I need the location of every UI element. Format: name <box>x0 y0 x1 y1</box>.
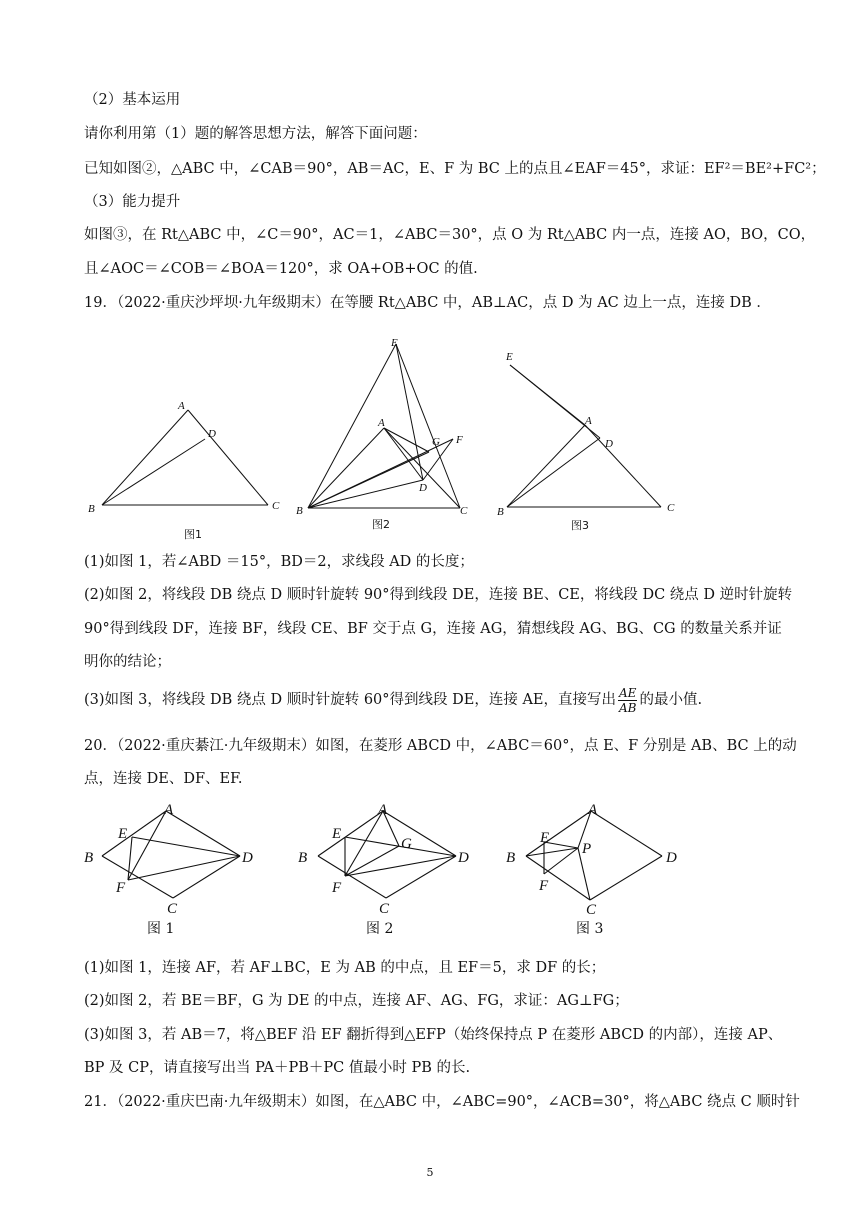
label-C: C <box>272 500 280 512</box>
text-segment: 的最小值. <box>639 692 703 708</box>
figure-caption: 图2 <box>372 518 390 531</box>
label-E: E <box>391 337 398 349</box>
label-A: A <box>585 415 592 427</box>
label-D: D <box>458 850 469 866</box>
figure-caption: 图3 <box>571 519 589 532</box>
label-C: C <box>167 901 178 917</box>
label-E: E <box>118 826 128 842</box>
text-line: (1)如图 1，若∠ABD ＝15°，BD＝2，求线段 AD 的长度； <box>84 554 474 570</box>
figure-caption: 图 1 <box>147 921 175 937</box>
question-20: 20．（2022·重庆綦江·九年级期末）如图，在菱形 ABCD 中，∠ABC＝60°，点 E、F 分别是 AB、BC 上的动 <box>84 738 797 754</box>
geometry-diagram <box>502 800 692 945</box>
question-19: 19．（2022·重庆沙坪坝·九年级期末）在等腰 Rt△ABC 中，AB⊥AC，点 D 为 AC 边上一点，连接 DB ． <box>84 295 771 311</box>
label-F: F <box>332 880 342 896</box>
question-21: 21．（2022·重庆巴南·九年级期末）如图，在△ABC 中，∠ABC=90°，∠ACB=30°，将△ABC 绕点 C 顺时针 <box>84 1094 800 1110</box>
label-F: F <box>116 880 126 896</box>
label-G: G <box>401 836 412 852</box>
text-line: 且∠AOC＝∠COB＝∠BOA＝120°，求 OA+OB+OC 的值. <box>84 261 478 277</box>
label-B: B <box>497 506 504 518</box>
fraction-ae-over-ab <box>618 686 637 715</box>
label-D: D <box>208 428 216 440</box>
figure-caption: 图 2 <box>366 921 394 937</box>
label-P: P <box>582 841 592 857</box>
label-G: G <box>432 436 440 448</box>
text-line: (1)如图 1，连接 AF，若 AF⊥BC，E 为 AB 的中点，且 EF＝5，求 DF 的长； <box>84 960 606 976</box>
figure-caption: 图 3 <box>576 921 604 937</box>
text-line-with-fraction <box>84 682 702 718</box>
text-line: （3）能力提升 <box>84 194 181 210</box>
label-C: C <box>586 902 597 918</box>
text-line: (2)如图 2，将线段 DB 绕点 D 顺时针旋转 90°得到线段 DE，连接 BE、CE，将线段 DC 绕点 D 逆时针旋转 <box>84 587 793 603</box>
text-line: 90°得到线段 DF，连接 BF，线段 CE、BF 交于点 G，连接 AG，猜想线段 AG、BG、CG 的数量关系并证 <box>84 621 782 637</box>
geometry-diagram <box>495 345 695 540</box>
text-line: (2)如图 2，若 BE＝BF，G 为 DE 的中点，连接 AF、AG、FG，求证：AG⊥FG； <box>84 993 629 1009</box>
geometry-diagram <box>290 330 490 540</box>
label-E: E <box>506 351 513 363</box>
geometry-diagram <box>84 395 284 545</box>
label-D: D <box>605 438 613 450</box>
label-C: C <box>667 502 675 514</box>
label-D: D <box>242 850 253 866</box>
label-B: B <box>296 505 303 517</box>
figure-caption: 图1 <box>184 528 202 541</box>
figure-19-1 <box>84 395 284 545</box>
figure-19-3 <box>495 345 695 540</box>
numerator: AE <box>619 685 637 700</box>
text-line: 已知如图②，△ABC 中，∠CAB＝90°，AB＝AC，E、F 为 BC 上的点且∠EAF＝45°，求证：EF²＝BE²+FC²； <box>84 161 826 177</box>
text-line: BP 及 CP，请直接写出当 PA＋PB＋PC 值最小时 PB 的长. <box>84 1060 471 1076</box>
label-B: B <box>506 850 516 866</box>
text-line: 点，连接 DE、DF、EF. <box>84 771 243 787</box>
text-segment: (3)如图 3，将线段 DB 绕点 D 顺时针旋转 60°得到线段 DE，连接 AE，直接写出 <box>84 692 617 708</box>
page-number: 5 <box>426 1166 434 1179</box>
label-C: C <box>379 901 390 917</box>
figure-19-2 <box>290 330 490 540</box>
label-A: A <box>378 802 388 818</box>
text-line: （2）基本运用 <box>84 92 181 108</box>
denominator: AB <box>618 700 637 715</box>
text-line: 请你利用第（1）题的解答思想方法，解答下面问题： <box>84 126 427 142</box>
label-F: F <box>539 878 549 894</box>
geometry-diagram <box>80 800 270 945</box>
label-E: E <box>540 830 550 846</box>
label-D: D <box>419 482 427 494</box>
figure-20-2 <box>294 800 484 945</box>
geometry-diagram <box>294 800 484 945</box>
label-B: B <box>84 850 94 866</box>
label-A: A <box>378 417 385 429</box>
figure-20-3 <box>502 800 692 945</box>
label-F: F <box>456 434 463 446</box>
figure-20-1 <box>80 800 270 945</box>
label-A: A <box>178 400 185 412</box>
text-line: 明你的结论； <box>84 654 171 670</box>
label-B: B <box>298 850 308 866</box>
text-line: (3)如图 3，若 AB＝7，将△BEF 沿 EF 翻折得到△EFP（始终保持点 P 在菱形 ABCD 的内部），连接 AP、 <box>84 1027 783 1043</box>
label-C: C <box>460 505 468 517</box>
label-A: A <box>588 802 598 818</box>
label-E: E <box>332 826 342 842</box>
label-A: A <box>164 802 174 818</box>
text-line: 如图③，在 Rt△ABC 中，∠C＝90°，AC＝1，∠ABC＝30°，点 O 为 Rt△ABC 内一点，连接 AO，BO，CO， <box>84 227 816 243</box>
label-D: D <box>666 850 677 866</box>
label-B: B <box>88 503 95 515</box>
